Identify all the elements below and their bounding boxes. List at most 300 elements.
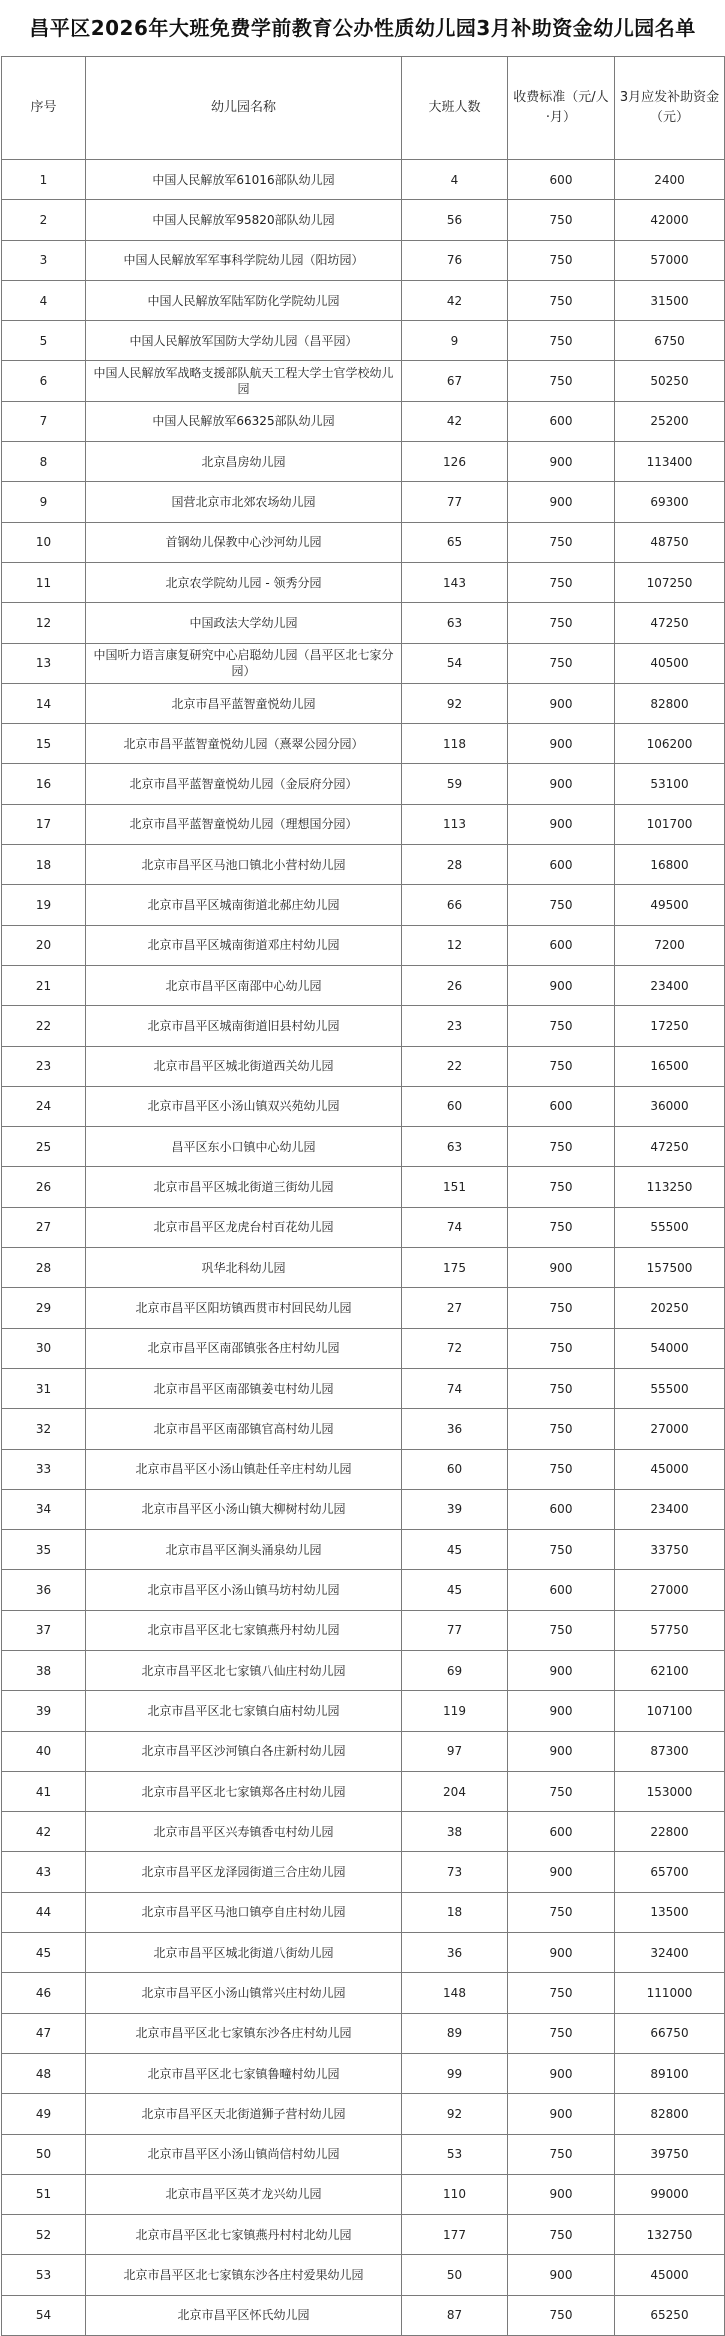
class-count: 69: [402, 1650, 508, 1690]
row-index: 41: [2, 1771, 86, 1811]
subsidy-amount: 17250: [615, 1006, 725, 1046]
row-index: 2: [2, 200, 86, 240]
subsidy-amount: 49500: [615, 885, 725, 925]
subsidy-amount: 42000: [615, 200, 725, 240]
class-count: 148: [402, 1973, 508, 2013]
table-row: [2, 1086, 725, 1126]
subsidy-amount: 82800: [615, 2094, 725, 2134]
fee-standard: 750: [508, 643, 615, 683]
subsidy-amount: 113400: [615, 442, 725, 482]
row-index: 3: [2, 240, 86, 280]
table-row: [2, 1449, 725, 1489]
kindergarten-name: 北京市昌平蓝智童悦幼儿园（理想国分园）: [86, 804, 402, 844]
row-index: 36: [2, 1570, 86, 1610]
table-row: [2, 1852, 725, 1892]
kindergarten-name: 中国人民解放军66325部队幼儿园: [86, 401, 402, 441]
table-row: [2, 1489, 725, 1529]
kindergarten-subsidy-table: [1, 56, 725, 2336]
kindergarten-name: 北京昌房幼儿园: [86, 442, 402, 482]
class-count: 39: [402, 1489, 508, 1529]
row-index: 47: [2, 2013, 86, 2053]
table-row: [2, 1691, 725, 1731]
subsidy-amount: 55500: [615, 1207, 725, 1247]
row-index: 17: [2, 804, 86, 844]
table-row: [2, 885, 725, 925]
table-row: [2, 522, 725, 562]
subsidy-amount: 39750: [615, 2134, 725, 2174]
fee-standard: 750: [508, 361, 615, 401]
class-count: 67: [402, 361, 508, 401]
table-row: [2, 321, 725, 361]
table-row: [2, 643, 725, 683]
table-row: [2, 1248, 725, 1288]
class-count: 143: [402, 562, 508, 602]
table-row: [2, 2255, 725, 2295]
table-row: [2, 1892, 725, 1932]
table-row: [2, 401, 725, 441]
row-index: 50: [2, 2134, 86, 2174]
subsidy-amount: 99000: [615, 2174, 725, 2214]
class-count: 42: [402, 401, 508, 441]
subsidy-amount: 32400: [615, 1933, 725, 1973]
header-index: 序号: [2, 57, 86, 160]
table-row: [2, 1771, 725, 1811]
fee-standard: 750: [508, 1167, 615, 1207]
subsidy-amount: 23400: [615, 965, 725, 1005]
fee-standard: 750: [508, 603, 615, 643]
subsidy-amount: 132750: [615, 2215, 725, 2255]
subsidy-amount: 45000: [615, 2255, 725, 2295]
class-count: 26: [402, 965, 508, 1005]
fee-standard: 750: [508, 2013, 615, 2053]
row-index: 16: [2, 764, 86, 804]
kindergarten-name: 北京农学院幼儿园 - 领秀分园: [86, 562, 402, 602]
class-count: 177: [402, 2215, 508, 2255]
table-row: [2, 1207, 725, 1247]
kindergarten-name: 北京市昌平区北七家镇鲁疃村幼儿园: [86, 2053, 402, 2093]
table-row: [2, 2215, 725, 2255]
class-count: 65: [402, 522, 508, 562]
table-row: [2, 2013, 725, 2053]
row-index: 44: [2, 1892, 86, 1932]
table-row: [2, 1570, 725, 1610]
fee-standard: 600: [508, 845, 615, 885]
subsidy-amount: 6750: [615, 321, 725, 361]
table-row: [2, 804, 725, 844]
kindergarten-name: 北京市昌平区北七家镇东沙各庄村幼儿园: [86, 2013, 402, 2053]
row-index: 18: [2, 845, 86, 885]
row-index: 27: [2, 1207, 86, 1247]
class-count: 74: [402, 1207, 508, 1247]
kindergarten-name: 北京市昌平区城北街道八街幼儿园: [86, 1933, 402, 1973]
kindergarten-name: 北京市昌平区龙虎台村百花幼儿园: [86, 1207, 402, 1247]
class-count: 56: [402, 200, 508, 240]
fee-standard: 750: [508, 1449, 615, 1489]
kindergarten-name: 北京市昌平区北七家镇燕丹村村北幼儿园: [86, 2215, 402, 2255]
table-row: [2, 2134, 725, 2174]
row-index: 23: [2, 1046, 86, 1086]
row-index: 24: [2, 1086, 86, 1126]
kindergarten-name: 北京市昌平区小汤山镇常兴庄村幼儿园: [86, 1973, 402, 2013]
class-count: 119: [402, 1691, 508, 1731]
fee-standard: 750: [508, 562, 615, 602]
table-row: [2, 2295, 725, 2335]
fee-standard: 900: [508, 1248, 615, 1288]
header-fee-standard: 收费标准（元/人·月）: [508, 57, 615, 160]
kindergarten-name: 中国人民解放军陆军防化学院幼儿园: [86, 280, 402, 320]
fee-standard: 750: [508, 1288, 615, 1328]
kindergarten-name: 北京市昌平区马池口镇亭自庄村幼儿园: [86, 1892, 402, 1932]
table-row: [2, 1731, 725, 1771]
subsidy-amount: 13500: [615, 1892, 725, 1932]
subsidy-amount: 50250: [615, 361, 725, 401]
subsidy-amount: 36000: [615, 1086, 725, 1126]
kindergarten-name: 北京市昌平区天北街道狮子营村幼儿园: [86, 2094, 402, 2134]
row-index: 49: [2, 2094, 86, 2134]
fee-standard: 900: [508, 965, 615, 1005]
fee-standard: 900: [508, 2174, 615, 2214]
class-count: 97: [402, 1731, 508, 1771]
class-count: 38: [402, 1812, 508, 1852]
kindergarten-name: 中国人民解放军国防大学幼儿园（昌平园）: [86, 321, 402, 361]
class-count: 23: [402, 1006, 508, 1046]
fee-standard: 600: [508, 160, 615, 200]
class-count: 60: [402, 1086, 508, 1126]
header-kindergarten-name: 幼儿园名称: [86, 57, 402, 160]
subsidy-amount: 40500: [615, 643, 725, 683]
row-index: 46: [2, 1973, 86, 2013]
kindergarten-name: 中国政法大学幼儿园: [86, 603, 402, 643]
table-row: [2, 160, 725, 200]
kindergarten-name: 北京市昌平区城南街道邓庄村幼儿园: [86, 925, 402, 965]
kindergarten-name: 北京市昌平区南邵镇官高村幼儿园: [86, 1409, 402, 1449]
fee-standard: 900: [508, 724, 615, 764]
subsidy-amount: 66750: [615, 2013, 725, 2053]
kindergarten-name: 北京市昌平蓝智童悦幼儿园（金辰府分园）: [86, 764, 402, 804]
fee-standard: 750: [508, 1530, 615, 1570]
kindergarten-name: 北京市昌平区小汤山镇尚信村幼儿园: [86, 2134, 402, 2174]
class-count: 89: [402, 2013, 508, 2053]
kindergarten-name: 北京市昌平区南邵镇姜屯村幼儿园: [86, 1368, 402, 1408]
table-header: [2, 57, 725, 160]
kindergarten-name: 北京市昌平区北七家镇燕丹村幼儿园: [86, 1610, 402, 1650]
row-index: 28: [2, 1248, 86, 1288]
kindergarten-name: 北京市昌平区兴寿镇香屯村幼儿园: [86, 1812, 402, 1852]
row-index: 9: [2, 482, 86, 522]
fee-standard: 600: [508, 1812, 615, 1852]
row-index: 48: [2, 2053, 86, 2093]
fee-standard: 600: [508, 401, 615, 441]
row-index: 5: [2, 321, 86, 361]
row-index: 52: [2, 2215, 86, 2255]
class-count: 54: [402, 643, 508, 683]
class-count: 77: [402, 1610, 508, 1650]
table-row: [2, 1368, 725, 1408]
table-row: [2, 482, 725, 522]
fee-standard: 600: [508, 925, 615, 965]
kindergarten-name: 中国人民解放军95820部队幼儿园: [86, 200, 402, 240]
kindergarten-name: 北京市昌平区小汤山镇赴任辛庄村幼儿园: [86, 1449, 402, 1489]
class-count: 77: [402, 482, 508, 522]
row-index: 40: [2, 1731, 86, 1771]
row-index: 42: [2, 1812, 86, 1852]
subsidy-amount: 157500: [615, 1248, 725, 1288]
fee-standard: 900: [508, 2255, 615, 2295]
row-index: 22: [2, 1006, 86, 1046]
table-row: [2, 683, 725, 723]
class-count: 110: [402, 2174, 508, 2214]
class-count: 50: [402, 2255, 508, 2295]
kindergarten-name: 中国人民解放军战略支援部队航天工程大学士官学校幼儿园: [86, 361, 402, 401]
row-index: 13: [2, 643, 86, 683]
class-count: 76: [402, 240, 508, 280]
row-index: 15: [2, 724, 86, 764]
kindergarten-name: 中国听力语言康复研究中心启聪幼儿园（昌平区北七家分园）: [86, 643, 402, 683]
kindergarten-name: 北京市昌平区北七家镇郑各庄村幼儿园: [86, 1771, 402, 1811]
subsidy-amount: 47250: [615, 603, 725, 643]
kindergarten-name: 北京市昌平区沙河镇白各庄新村幼儿园: [86, 1731, 402, 1771]
table-row: [2, 1127, 725, 1167]
subsidy-amount: 82800: [615, 683, 725, 723]
class-count: 113: [402, 804, 508, 844]
fee-standard: 600: [508, 1086, 615, 1126]
fee-standard: 750: [508, 200, 615, 240]
row-index: 39: [2, 1691, 86, 1731]
row-index: 25: [2, 1127, 86, 1167]
class-count: 92: [402, 2094, 508, 2134]
fee-standard: 750: [508, 321, 615, 361]
kindergarten-name: 北京市昌平区城北街道西关幼儿园: [86, 1046, 402, 1086]
class-count: 74: [402, 1368, 508, 1408]
row-index: 21: [2, 965, 86, 1005]
header-row: [2, 57, 725, 160]
kindergarten-name: 北京市昌平区城南街道北郝庄幼儿园: [86, 885, 402, 925]
class-count: 42: [402, 280, 508, 320]
subsidy-amount: 106200: [615, 724, 725, 764]
table-row: [2, 1328, 725, 1368]
table-row: [2, 925, 725, 965]
table-row: [2, 2094, 725, 2134]
kindergarten-name: 首钢幼儿保教中心沙河幼儿园: [86, 522, 402, 562]
table-row: [2, 764, 725, 804]
class-count: 28: [402, 845, 508, 885]
row-index: 32: [2, 1409, 86, 1449]
class-count: 27: [402, 1288, 508, 1328]
fee-standard: 900: [508, 1852, 615, 1892]
kindergarten-name: 北京市昌平区城北街道三街幼儿园: [86, 1167, 402, 1207]
subsidy-amount: 101700: [615, 804, 725, 844]
kindergarten-name: 国营北京市北郊农场幼儿园: [86, 482, 402, 522]
row-index: 33: [2, 1449, 86, 1489]
table-row: [2, 200, 725, 240]
fee-standard: 750: [508, 1771, 615, 1811]
class-count: 45: [402, 1530, 508, 1570]
table-row: [2, 240, 725, 280]
subsidy-amount: 16500: [615, 1046, 725, 1086]
class-count: 36: [402, 1933, 508, 1973]
fee-standard: 900: [508, 2094, 615, 2134]
row-index: 12: [2, 603, 86, 643]
table-row: [2, 603, 725, 643]
subsidy-amount: 53100: [615, 764, 725, 804]
class-count: 73: [402, 1852, 508, 1892]
class-count: 53: [402, 2134, 508, 2174]
subsidy-amount: 33750: [615, 1530, 725, 1570]
class-count: 12: [402, 925, 508, 965]
kindergarten-name: 北京市昌平蓝智童悦幼儿园（熹翠公园分园）: [86, 724, 402, 764]
fee-standard: 750: [508, 1610, 615, 1650]
subsidy-amount: 107250: [615, 562, 725, 602]
table-row: [2, 1046, 725, 1086]
row-index: 37: [2, 1610, 86, 1650]
row-index: 14: [2, 683, 86, 723]
class-count: 59: [402, 764, 508, 804]
fee-standard: 900: [508, 804, 615, 844]
kindergarten-name: 北京市昌平区南邵中心幼儿园: [86, 965, 402, 1005]
row-index: 10: [2, 522, 86, 562]
kindergarten-name: 北京市昌平区南邵镇张各庄村幼儿园: [86, 1328, 402, 1368]
fee-standard: 750: [508, 885, 615, 925]
class-count: 36: [402, 1409, 508, 1449]
class-count: 175: [402, 1248, 508, 1288]
row-index: 11: [2, 562, 86, 602]
kindergarten-name: 北京市昌平区小汤山镇双兴苑幼儿园: [86, 1086, 402, 1126]
subsidy-amount: 20250: [615, 1288, 725, 1328]
kindergarten-name: 中国人民解放军军事科学院幼儿园（阳坊园）: [86, 240, 402, 280]
fee-standard: 600: [508, 1570, 615, 1610]
fee-standard: 750: [508, 1892, 615, 1932]
fee-standard: 750: [508, 1973, 615, 2013]
kindergarten-name: 北京市昌平区阳坊镇西贯市村回民幼儿园: [86, 1288, 402, 1328]
subsidy-amount: 111000: [615, 1973, 725, 2013]
row-index: 26: [2, 1167, 86, 1207]
class-count: 118: [402, 724, 508, 764]
kindergarten-name: 北京市昌平区小汤山镇马坊村幼儿园: [86, 1570, 402, 1610]
subsidy-amount: 23400: [615, 1489, 725, 1529]
table-row: [2, 1530, 725, 1570]
fee-standard: 900: [508, 442, 615, 482]
row-index: 43: [2, 1852, 86, 1892]
table-row: [2, 1288, 725, 1328]
fee-standard: 750: [508, 1328, 615, 1368]
fee-standard: 600: [508, 1489, 615, 1529]
subsidy-amount: 69300: [615, 482, 725, 522]
subsidy-amount: 89100: [615, 2053, 725, 2093]
class-count: 126: [402, 442, 508, 482]
subsidy-amount: 62100: [615, 1650, 725, 1690]
class-count: 63: [402, 1127, 508, 1167]
row-index: 20: [2, 925, 86, 965]
fee-standard: 750: [508, 280, 615, 320]
row-index: 45: [2, 1933, 86, 1973]
table-row: [2, 1409, 725, 1449]
row-index: 31: [2, 1368, 86, 1408]
fee-standard: 750: [508, 2134, 615, 2174]
row-index: 8: [2, 442, 86, 482]
subsidy-amount: 7200: [615, 925, 725, 965]
kindergarten-name: 北京市昌平区涧头涌泉幼儿园: [86, 1530, 402, 1570]
fee-standard: 900: [508, 1731, 615, 1771]
kindergarten-name: 北京市昌平区北七家镇东沙各庄村爱果幼儿园: [86, 2255, 402, 2295]
class-count: 9: [402, 321, 508, 361]
fee-standard: 900: [508, 1691, 615, 1731]
row-index: 29: [2, 1288, 86, 1328]
subsidy-amount: 27000: [615, 1409, 725, 1449]
subsidy-amount: 153000: [615, 1771, 725, 1811]
fee-standard: 750: [508, 522, 615, 562]
fee-standard: 900: [508, 683, 615, 723]
subsidy-amount: 2400: [615, 160, 725, 200]
table-row: [2, 1812, 725, 1852]
subsidy-amount: 107100: [615, 1691, 725, 1731]
table-row: [2, 1973, 725, 2013]
kindergarten-name: 北京市昌平区马池口镇北小营村幼儿园: [86, 845, 402, 885]
table-row: [2, 845, 725, 885]
class-count: 87: [402, 2295, 508, 2335]
subsidy-amount: 57000: [615, 240, 725, 280]
class-count: 45: [402, 1570, 508, 1610]
kindergarten-name: 北京市昌平蓝智童悦幼儿园: [86, 683, 402, 723]
page-title: 昌平区2026年大班免费学前教育公办性质幼儿园3月补助资金幼儿园名单: [29, 16, 696, 40]
class-count: 22: [402, 1046, 508, 1086]
kindergarten-name: 中国人民解放军61016部队幼儿园: [86, 160, 402, 200]
class-count: 99: [402, 2053, 508, 2093]
table-row: [2, 724, 725, 764]
row-index: 30: [2, 1328, 86, 1368]
table-row: [2, 1610, 725, 1650]
subsidy-amount: 22800: [615, 1812, 725, 1852]
class-count: 66: [402, 885, 508, 925]
subsidy-amount: 31500: [615, 280, 725, 320]
fee-standard: 750: [508, 1207, 615, 1247]
fee-standard: 900: [508, 2053, 615, 2093]
table-row: [2, 1006, 725, 1046]
class-count: 18: [402, 1892, 508, 1932]
fee-standard: 750: [508, 1127, 615, 1167]
table-row: [2, 1167, 725, 1207]
kindergarten-name: 昌平区东小口镇中心幼儿园: [86, 1127, 402, 1167]
row-index: 34: [2, 1489, 86, 1529]
table-row: [2, 2053, 725, 2093]
table-body: [2, 160, 725, 2336]
class-count: 72: [402, 1328, 508, 1368]
table-row: [2, 361, 725, 401]
row-index: 53: [2, 2255, 86, 2295]
class-count: 4: [402, 160, 508, 200]
table-row: [2, 965, 725, 1005]
fee-standard: 750: [508, 1046, 615, 1086]
class-count: 92: [402, 683, 508, 723]
fee-standard: 900: [508, 764, 615, 804]
fee-standard: 750: [508, 2215, 615, 2255]
kindergarten-name: 北京市昌平区小汤山镇大柳树村幼儿园: [86, 1489, 402, 1529]
class-count: 60: [402, 1449, 508, 1489]
table-row: [2, 442, 725, 482]
kindergarten-name: 北京市昌平区龙泽园街道三合庄幼儿园: [86, 1852, 402, 1892]
row-index: 51: [2, 2174, 86, 2214]
class-count: 63: [402, 603, 508, 643]
subsidy-amount: 57750: [615, 1610, 725, 1650]
subsidy-amount: 27000: [615, 1570, 725, 1610]
table-row: [2, 280, 725, 320]
fee-standard: 750: [508, 1006, 615, 1046]
subsidy-amount: 47250: [615, 1127, 725, 1167]
row-index: 6: [2, 361, 86, 401]
table-row: [2, 1650, 725, 1690]
table-row: [2, 562, 725, 602]
subsidy-amount: 87300: [615, 1731, 725, 1771]
fee-standard: 750: [508, 1409, 615, 1449]
